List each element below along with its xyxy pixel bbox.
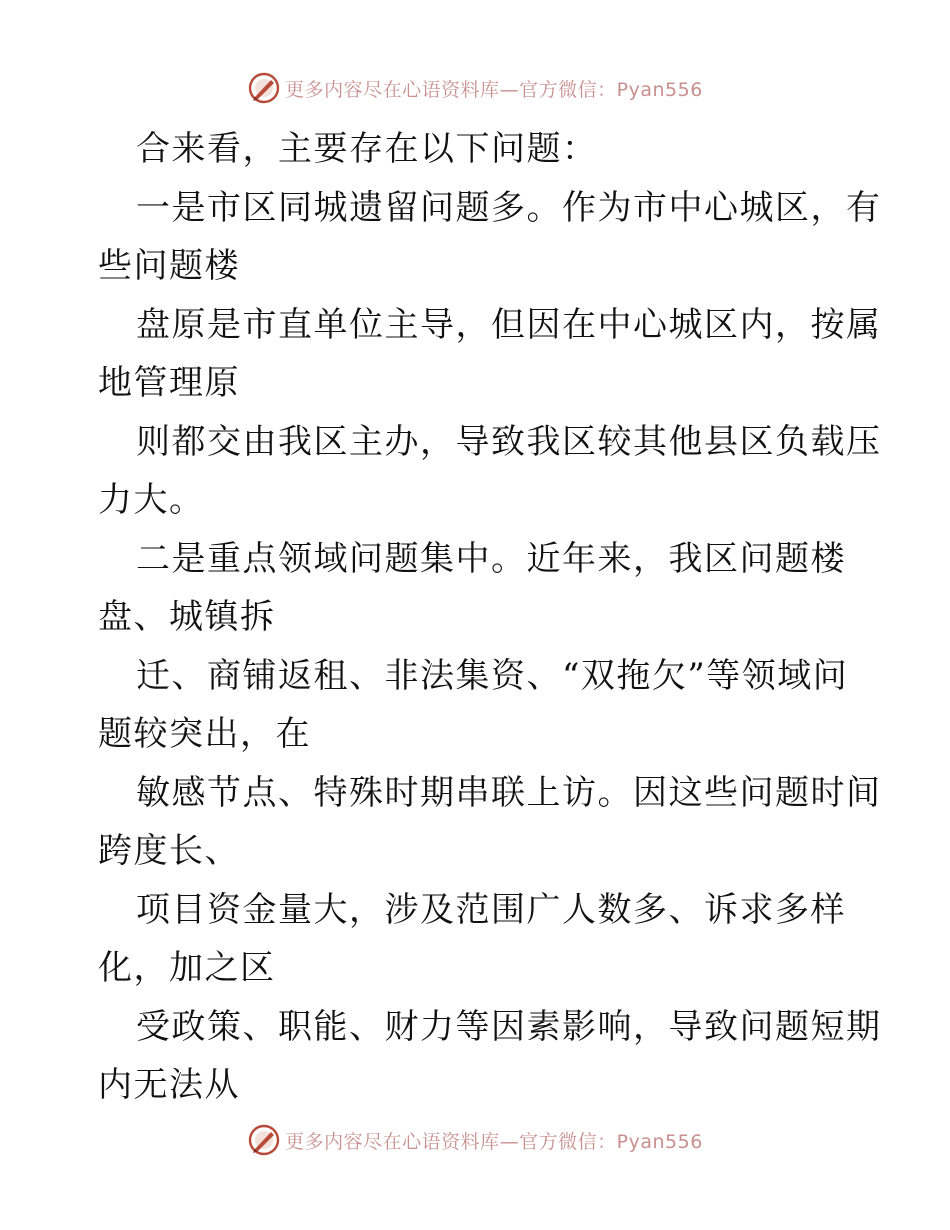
- footer-watermark-banner: [0, 1120, 950, 1160]
- text-line: 力大。: [98, 480, 205, 520]
- text-line: 二是重点领域问题集中。近年来，我区问题楼: [136, 538, 846, 579]
- header-watermark-banner: [0, 68, 950, 108]
- text-line: 合来看，主要存在以下问题：: [136, 129, 598, 169]
- text-line: 题较突出，在: [98, 714, 311, 754]
- text-line: 盘原是市直单位主导，但因在中心城区内，按属: [136, 304, 882, 345]
- text-line: 化，加之区: [98, 948, 276, 988]
- text-line: 受政策、职能、财力等因素影响，导致问题短期: [136, 1006, 882, 1047]
- text-line: 一是市区同城遗留问题多。作为市中心城区，有: [136, 187, 882, 228]
- text-line: 敏感节点、特殊时期串联上访。因这些问题时间: [136, 772, 882, 813]
- text-line: 迁、商铺返租、非法集资、“双拖欠”等领域问: [136, 655, 849, 696]
- text-line: 项目资金量大，涉及范围广人数多、诉求多样: [136, 889, 846, 930]
- text-line: 地管理原: [98, 363, 240, 403]
- watermark-text: 更多内容尽在心语资料库—官方微信：Pyan556: [285, 1130, 703, 1153]
- text-line: 跨度长、: [98, 831, 240, 871]
- text-line: 则都交由我区主办，导致我区较其他县区负载压: [136, 421, 882, 462]
- text-line: 盘、城镇拆: [98, 597, 276, 637]
- red-pen-logo-icon: [247, 1123, 281, 1157]
- text-line: 内无法从: [98, 1065, 240, 1105]
- red-pen-logo-icon: [247, 71, 281, 105]
- text-line: 些问题楼: [98, 246, 240, 286]
- watermark-text: 更多内容尽在心语资料库—官方微信：Pyan556: [285, 78, 703, 101]
- document-body: [98, 120, 882, 1115]
